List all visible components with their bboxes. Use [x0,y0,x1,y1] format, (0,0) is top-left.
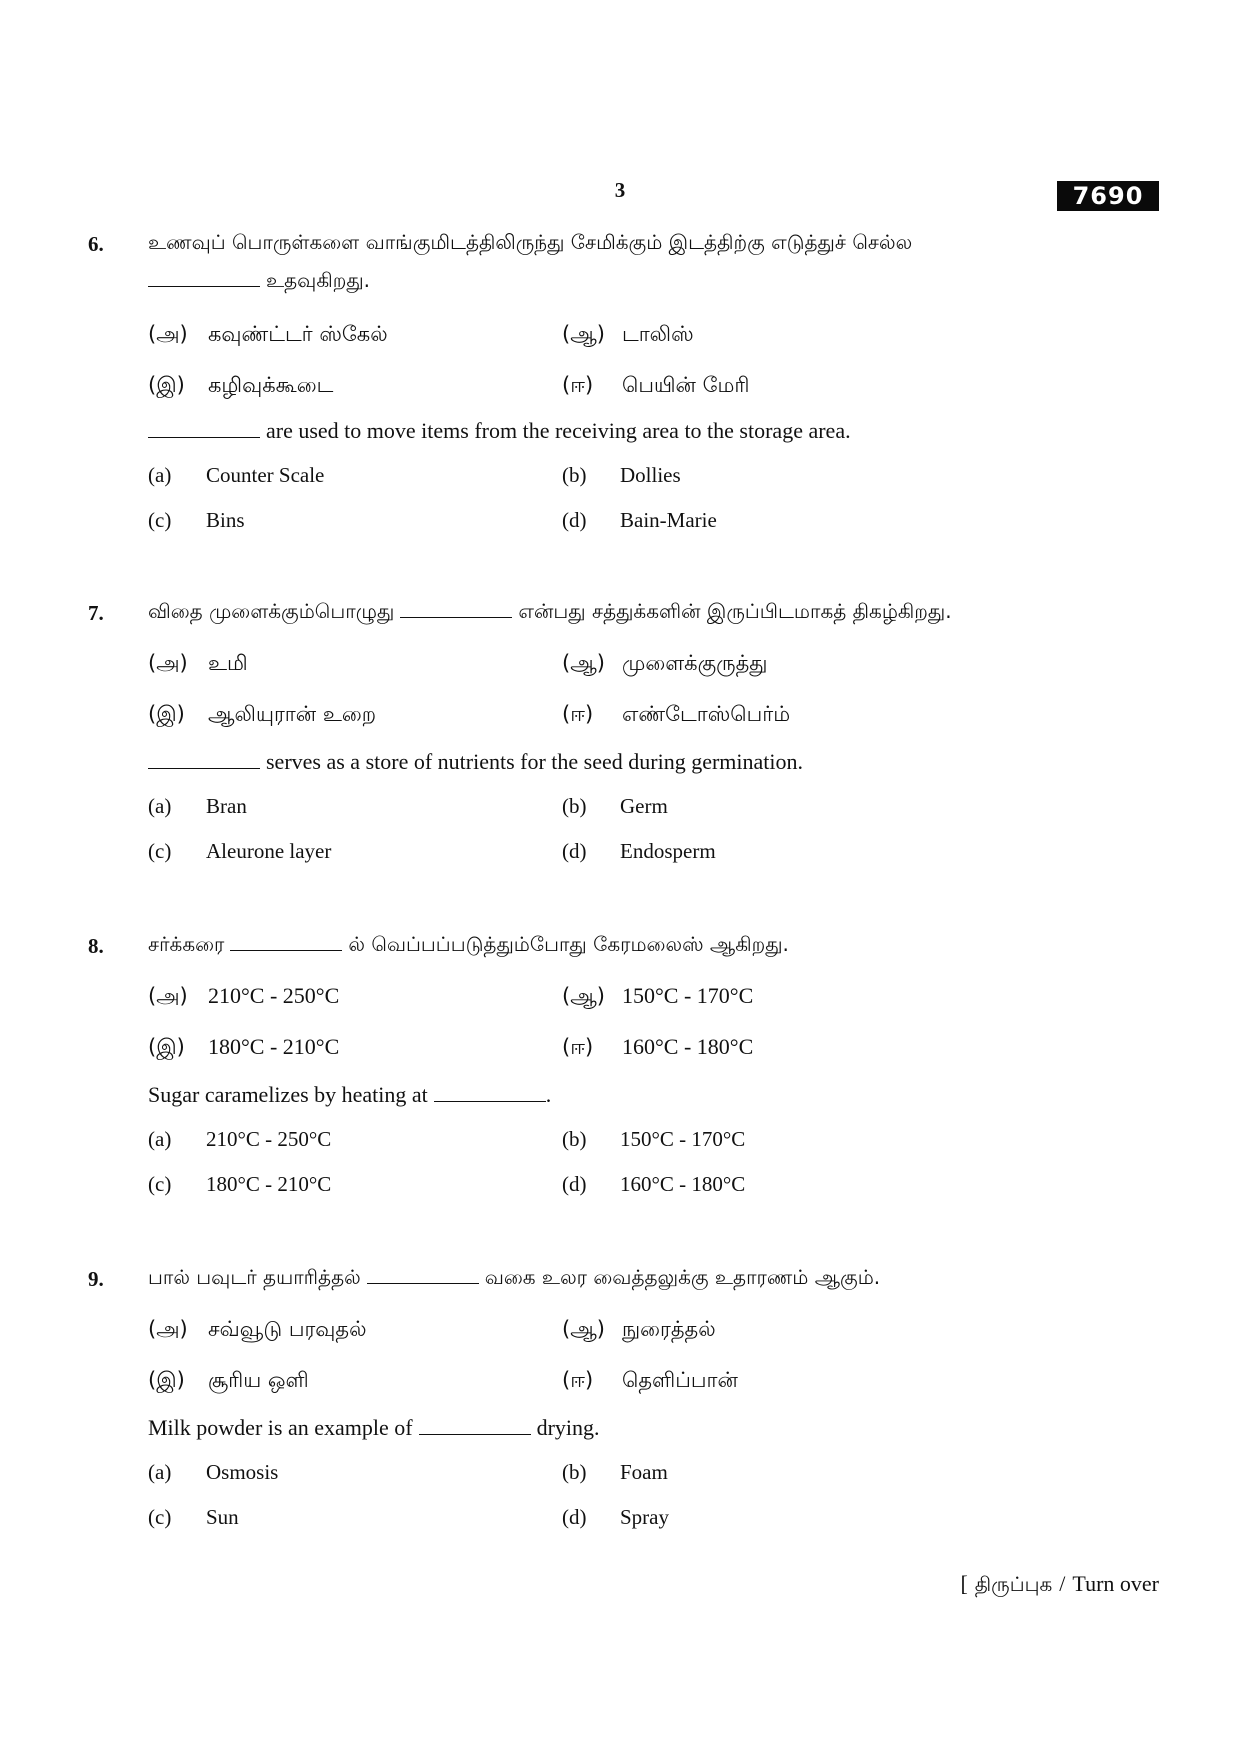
option-mark: (இ) [148,1035,185,1059]
question-tamil-line [148,595,1168,627]
question-tamil-text: பால் பவுடர் தயாரித்தல் [148,1265,361,1289]
english-option-a [148,1457,278,1487]
english-option-c [148,1502,239,1532]
tamil-option-c [148,699,376,729]
question-tamil-line-1: உணவுப் பொருள்களை வாங்குமிடத்திலிருந்து சேமிக்கும் இடத்திற்கு எடுத்துச் செல்ல [148,230,913,254]
question-english-text: are used to move items from the receiving area to the storage area. [266,418,851,443]
question-number: 6. [88,232,104,256]
answer-blank [230,930,342,951]
option-mark: (இ) [148,373,185,397]
option-mark: (c) [148,1505,172,1529]
english-option-c [148,836,331,866]
footer-separator: / [1059,1571,1066,1596]
option-text: 150°C - 170°C [622,983,754,1008]
tamil-option-d [562,370,750,400]
answer-blank [148,417,260,438]
option-text: Endosperm [620,839,716,863]
option-mark: (ஆ) [562,651,605,675]
footer-english: Turn over [1072,1571,1159,1596]
tamil-option-b [562,648,767,678]
option-text: நுரைத்தல் [622,1317,716,1341]
option-mark: (ஆ) [562,322,605,346]
option-text: சூரிய ஒளி [208,1368,309,1392]
option-mark: (d) [562,1172,587,1196]
answer-blank [148,748,260,769]
option-text: பெயின் மேரி [622,373,750,397]
option-text: தெளிப்பான் [622,1368,738,1392]
english-option-c [148,1169,331,1199]
option-text: Sun [206,1505,239,1529]
english-option-b [562,1124,745,1154]
question-english-text: Milk powder is an example of [148,1415,413,1440]
option-text: 160°C - 180°C [620,1172,746,1196]
option-mark: (a) [148,1127,172,1151]
question-english-line [148,1079,1168,1111]
page-number: 3 [614,178,626,202]
option-text: Dollies [620,463,681,487]
option-mark: (d) [562,1505,587,1529]
english-option-a [148,791,247,821]
option-text: எண்டோஸ்பெர்ம் [622,702,791,726]
option-mark: (c) [148,1172,172,1196]
tamil-option-b [562,1314,716,1344]
option-text: Aleurone layer [206,839,332,863]
option-text: கழிவுக்கூடை [208,373,334,397]
option-mark: (ஆ) [562,984,605,1008]
option-text: முளைக்குருத்து [622,651,768,675]
tamil-option-c [148,370,333,400]
turn-over-note [960,1571,1159,1599]
tamil-option-a [148,1314,367,1344]
english-option-a [148,460,324,490]
option-mark: (அ) [148,651,188,675]
option-mark: (ஈ) [562,1035,594,1059]
question-tamil-line-2 [148,264,1168,296]
question-tamil-text: ல் வெப்பப்படுத்தும்போது கேரமலைஸ் ஆகிறது. [348,932,789,956]
option-text: ஆலியுரான் உறை [208,702,377,726]
option-text: Germ [620,794,668,818]
option-mark: (c) [148,839,172,863]
question-number: 8. [88,934,104,958]
question-english-text: serves as a store of nutrients for the seed during germination. [266,749,804,774]
question-tamil-text: விதை முளைக்கும்பொழுது [148,599,395,623]
option-mark: (இ) [148,702,185,726]
question-tamil-text: உதவுகிறது. [266,268,371,292]
option-text: Bain-Marie [620,508,717,532]
option-mark: (b) [562,1127,587,1151]
question-english-line [148,415,1168,447]
english-option-c [148,505,245,535]
english-option-d [562,1169,745,1199]
option-mark: (ஈ) [562,1368,594,1392]
tamil-option-d [562,699,790,729]
option-mark: (b) [562,1460,587,1484]
option-mark: (b) [562,463,587,487]
question-english-line [148,746,1168,778]
question-english-text: Sugar caramelizes by heating at [148,1082,428,1107]
option-mark: (c) [148,508,172,532]
option-text: 160°C - 180°C [622,1034,754,1059]
tamil-option-a [148,319,388,349]
option-text: 210°C - 250°C [206,1127,332,1151]
option-text: Counter Scale [206,463,325,487]
tamil-option-b [562,981,753,1011]
question-number: 9. [88,1267,104,1291]
tamil-option-c [148,1032,339,1062]
question-tamil-text: வகை உலர வைத்தலுக்கு உதாரணம் ஆகும். [484,1265,881,1289]
english-option-d [562,1502,669,1532]
option-mark: (அ) [148,322,188,346]
option-mark: (d) [562,839,587,863]
option-text: 180°C - 210°C [208,1034,340,1059]
question-tamil-line [148,1261,1168,1293]
option-text: உமி [208,651,248,675]
option-mark: (b) [562,794,587,818]
option-mark: (a) [148,794,172,818]
english-option-b [562,460,681,490]
answer-blank [400,597,512,618]
option-mark: (அ) [148,1317,188,1341]
option-text: 210°C - 250°C [208,983,340,1008]
option-mark: (இ) [148,1368,185,1392]
option-mark: (d) [562,508,587,532]
option-mark: (ஈ) [562,373,594,397]
option-text: Foam [620,1460,668,1484]
question-number: 7. [88,601,104,625]
question-english-text: drying. [536,1415,600,1440]
answer-blank [434,1081,546,1102]
option-text: Osmosis [206,1460,279,1484]
option-mark: (a) [148,1460,172,1484]
english-option-a [148,1124,331,1154]
tamil-option-c [148,1365,309,1395]
option-text: Bran [206,794,247,818]
option-mark: (a) [148,463,172,487]
option-text: 150°C - 170°C [620,1127,746,1151]
english-option-b [562,791,668,821]
question-english-text: . [545,1082,552,1107]
tamil-option-d [562,1032,753,1062]
option-text: கவுண்ட்டர் ஸ்கேல் [208,322,388,346]
tamil-option-b [562,319,694,349]
option-text: 180°C - 210°C [206,1172,332,1196]
option-mark: (ஆ) [562,1317,605,1341]
question-tamil-line [148,928,1168,960]
question-english-line [148,1412,1168,1444]
english-option-d [562,505,717,535]
tamil-option-a [148,981,339,1011]
option-mark: (ஈ) [562,702,594,726]
answer-blank [148,266,260,287]
answer-blank [367,1263,479,1284]
question-tamil-text: என்பது சத்துக்களின் இருப்பிடமாகத் திகழ்கிறது. [518,599,952,623]
english-option-d [562,836,716,866]
footer-tamil: திருப்புக [974,1572,1053,1596]
answer-blank [419,1414,531,1435]
english-option-b [562,1457,668,1487]
option-text: டாலிஸ் [622,322,694,346]
footer-bracket: [ [960,1571,968,1596]
option-text: Bins [206,508,245,532]
paper-code-badge: 7690 [1057,181,1159,211]
question-tamil-text: சர்க்கரை [148,932,225,956]
option-mark: (அ) [148,984,188,1008]
tamil-option-d [562,1365,738,1395]
option-text: சவ்வூடு பரவுதல் [208,1317,367,1341]
option-text: Spray [620,1505,669,1529]
tamil-option-a [148,648,248,678]
